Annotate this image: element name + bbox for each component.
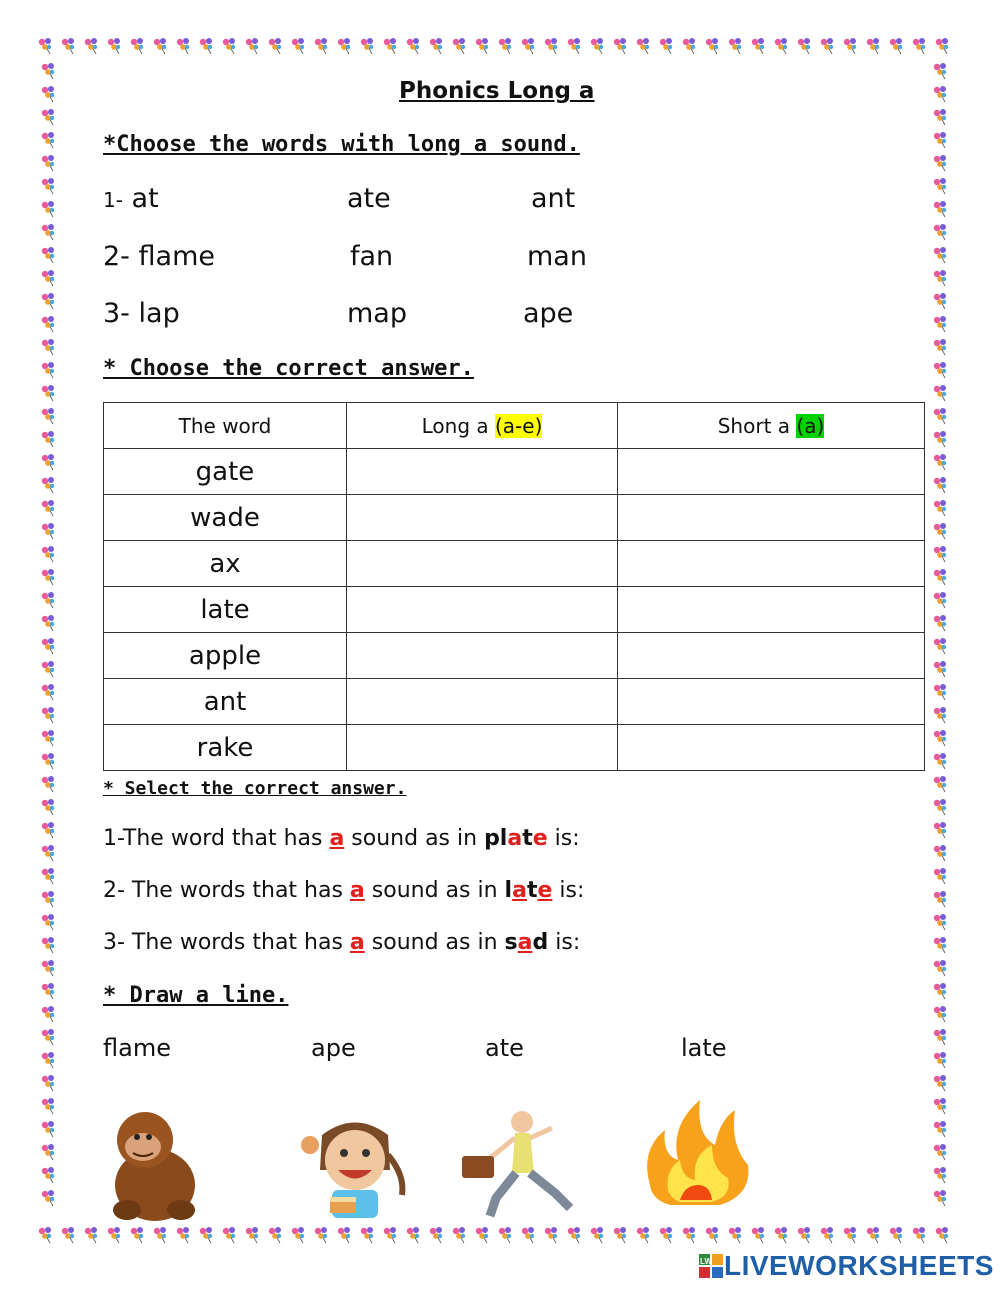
section1-heading: *Choose the words with long a sound. bbox=[103, 132, 580, 157]
short-answer-cell[interactable] bbox=[618, 495, 925, 541]
word-cell: rake bbox=[104, 725, 347, 771]
q-letter: a bbox=[329, 826, 345, 851]
table-row bbox=[104, 725, 925, 771]
table-row bbox=[104, 449, 925, 495]
badge-letters: LW bbox=[700, 1257, 712, 1266]
q-text: 3- The words that has bbox=[103, 930, 350, 955]
q2-option-a[interactable]: flame bbox=[138, 241, 215, 272]
section3-heading: * Select the correct answer. bbox=[103, 778, 407, 799]
q-text: sound as in bbox=[364, 930, 505, 955]
q2-row bbox=[103, 241, 215, 272]
word-cell: gate bbox=[104, 449, 347, 495]
liveworksheets-badge-icon bbox=[698, 1253, 724, 1279]
draw-word-late[interactable]: late bbox=[681, 1034, 727, 1062]
word-part: e bbox=[532, 826, 548, 851]
word-part: t bbox=[526, 878, 538, 903]
select-question-2 bbox=[103, 878, 584, 903]
q3-option-c[interactable]: ape bbox=[523, 298, 574, 329]
q-letter: a bbox=[349, 930, 365, 955]
q1-option-a[interactable]: at bbox=[131, 183, 159, 214]
col-header-word: The word bbox=[104, 403, 347, 449]
select-question-3 bbox=[103, 930, 580, 955]
col-header-long bbox=[347, 403, 618, 449]
short-answer-cell[interactable] bbox=[618, 633, 925, 679]
liveworksheets-wordmark: LIVEWORKSHEETS bbox=[724, 1250, 994, 1281]
draw-word-ate[interactable]: ate bbox=[485, 1034, 524, 1062]
col-long-tag: (a-e) bbox=[494, 413, 543, 438]
q-text: is: bbox=[547, 826, 580, 851]
table-row bbox=[104, 587, 925, 633]
q1-row bbox=[103, 183, 159, 214]
word-part: l bbox=[504, 878, 513, 903]
word-cell: wade bbox=[104, 495, 347, 541]
q3-option-a[interactable]: lap bbox=[138, 298, 180, 329]
word-cell: apple bbox=[104, 633, 347, 679]
section2-heading: * Choose the correct answer. bbox=[103, 356, 474, 381]
long-answer-cell[interactable] bbox=[347, 495, 618, 541]
q2-number: 2- bbox=[103, 241, 130, 272]
word-cell: ant bbox=[104, 679, 347, 725]
select-question-1 bbox=[103, 826, 580, 851]
q2-option-c[interactable]: man bbox=[527, 241, 587, 272]
q-text: is: bbox=[548, 930, 581, 955]
long-answer-cell[interactable] bbox=[347, 725, 618, 771]
q1-option-b[interactable]: ate bbox=[347, 183, 391, 214]
short-answer-cell[interactable] bbox=[618, 725, 925, 771]
word-cell: ax bbox=[104, 541, 347, 587]
q3-row bbox=[103, 298, 180, 329]
page-title: Phonics Long a bbox=[399, 78, 595, 104]
word-part: a bbox=[507, 826, 523, 851]
table-row bbox=[104, 495, 925, 541]
q-letter: a bbox=[349, 878, 365, 903]
q1-option-c[interactable]: ant bbox=[531, 183, 576, 214]
short-answer-cell[interactable] bbox=[618, 679, 925, 725]
long-answer-cell[interactable] bbox=[347, 587, 618, 633]
word-cell: late bbox=[104, 587, 347, 633]
table-row bbox=[104, 541, 925, 587]
q-text: 1-The word that has bbox=[103, 826, 330, 851]
sort-table bbox=[103, 402, 925, 771]
long-answer-cell[interactable] bbox=[347, 679, 618, 725]
q3-number: 3- bbox=[103, 298, 130, 329]
fire-image[interactable] bbox=[640, 1090, 755, 1210]
draw-word-ape[interactable]: ape bbox=[311, 1034, 356, 1062]
table-row bbox=[104, 679, 925, 725]
long-answer-cell[interactable] bbox=[347, 541, 618, 587]
col-long-label: Long a bbox=[421, 413, 489, 438]
long-answer-cell[interactable] bbox=[347, 633, 618, 679]
section4-heading: * Draw a line. bbox=[103, 983, 289, 1008]
word-part: pl bbox=[484, 826, 508, 851]
word-part: e bbox=[537, 878, 553, 903]
word-part: s bbox=[504, 930, 518, 955]
word-part: a bbox=[512, 878, 527, 903]
word-part: d bbox=[532, 930, 549, 955]
gorilla-image[interactable] bbox=[105, 1105, 205, 1225]
q-text: 2- The words that has bbox=[103, 878, 350, 903]
col-header-short bbox=[618, 403, 925, 449]
q-text: sound as in bbox=[364, 878, 505, 903]
q1-number: 1- bbox=[103, 188, 123, 212]
short-answer-cell[interactable] bbox=[618, 541, 925, 587]
q-text: is: bbox=[552, 878, 585, 903]
running-late-man-image[interactable] bbox=[460, 1108, 585, 1223]
table-header-row bbox=[104, 403, 925, 449]
q3-option-b[interactable]: map bbox=[347, 298, 407, 329]
liveworksheets-logo bbox=[698, 1250, 994, 1282]
word-part: t bbox=[522, 826, 533, 851]
word-part: a bbox=[517, 930, 533, 955]
q-text: sound as in bbox=[344, 826, 485, 851]
col-short-tag: (a) bbox=[796, 413, 825, 438]
table-row bbox=[104, 633, 925, 679]
col-short-label: Short a bbox=[717, 413, 791, 438]
short-answer-cell[interactable] bbox=[618, 449, 925, 495]
draw-word-flame[interactable]: flame bbox=[103, 1034, 171, 1062]
girl-eating-cake-image[interactable] bbox=[290, 1115, 420, 1220]
long-answer-cell[interactable] bbox=[347, 449, 618, 495]
short-answer-cell[interactable] bbox=[618, 587, 925, 633]
q2-option-b[interactable]: fan bbox=[350, 241, 394, 272]
